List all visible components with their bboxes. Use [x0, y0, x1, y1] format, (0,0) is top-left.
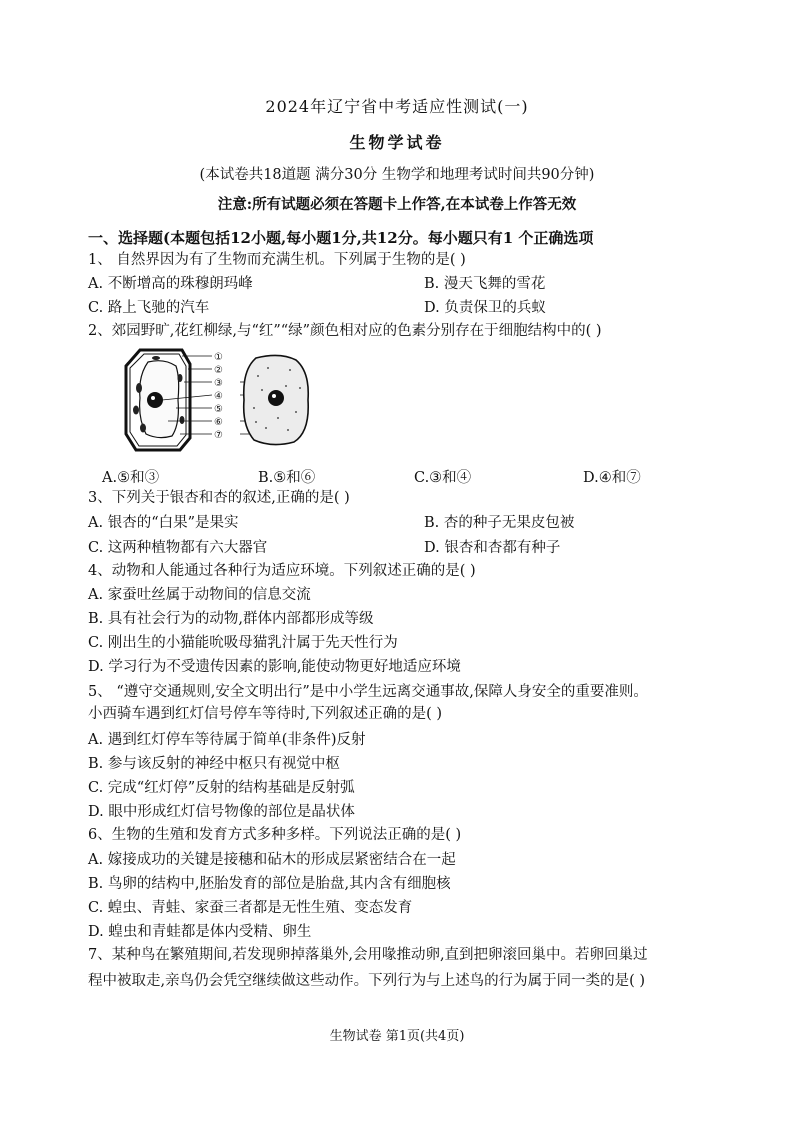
- q3-option-b: B. 杏的种子无果皮包被: [424, 515, 575, 531]
- q1-option-d: D. 负责保卫的兵蚁: [424, 300, 546, 316]
- plant-cell-diagram: [126, 350, 190, 450]
- q2-option-a: A.⑤和③: [102, 470, 160, 486]
- label-6: ⑥: [214, 417, 223, 428]
- q3-stem: 3、下列关于银杏和杏的叙述,正确的是( ): [88, 490, 350, 506]
- figure-labels: [214, 352, 223, 441]
- q3-option-c: C. 这两种植物都有六大器官: [88, 540, 268, 556]
- q1-option-c: C. 路上飞驰的汽车: [88, 300, 210, 316]
- exam-subtitle: 生物学试卷: [349, 133, 445, 152]
- q7-stem-line2: 程中被取走,亲鸟仍会凭空继续做这些动作。下列行为与上述鸟的行为属于同一类的是( ): [88, 973, 646, 989]
- label-2: ②: [214, 365, 223, 376]
- q5-option-b: B. 参与该反射的神经中枢只有视觉中枢: [88, 756, 340, 772]
- exam-info: (本试卷共18道题 满分30分 生物学和地理考试时间共90分钟): [199, 167, 595, 183]
- q4-option-b: B. 具有社会行为的动物,群体内部都形成等级: [88, 611, 374, 627]
- q5-option-d: D. 眼中形成红灯信号物像的部位是晶状体: [88, 804, 355, 820]
- label-1: ①: [214, 352, 223, 363]
- q6-option-d: D. 蝗虫和青蛙都是体内受精、卵生: [88, 924, 312, 940]
- q4-option-a: A. 家蚕吐丝属于动物间的信息交流: [88, 587, 311, 603]
- q6-option-b: B. 鸟卵的结构中,胚胎发育的部位是胎盘,其内含有细胞核: [88, 876, 451, 892]
- q6-option-a: A. 嫁接成功的关键是接穗和砧木的形成层紧密结合在一起: [88, 852, 456, 868]
- q5-option-a: A. 遇到红灯停车等待属于简单(非条件)反射: [88, 732, 366, 748]
- q5-stem-line2: 小西骑车遇到红灯信号停车等待时,下列叙述正确的是( ): [88, 706, 443, 722]
- q4-stem: 4、动物和人能通过各种行为适应环境。下列叙述正确的是( ): [88, 563, 476, 579]
- q5-option-c: C. 完成“红灯停”反射的结构基础是反射弧: [88, 780, 355, 796]
- label-4: ④: [214, 391, 223, 402]
- q2-stem: 2、郊园野旷,花红柳绿,与“红”“绿”颜色相对应的色素分别存在于细胞结构中的( ): [88, 323, 602, 339]
- label-3: ③: [214, 378, 223, 389]
- q1-option-b: B. 漫天飞舞的雪花: [424, 276, 546, 292]
- q2-option-c: C.③和④: [414, 470, 472, 486]
- animal-cell-diagram: [244, 355, 309, 444]
- cell-structure-figure: [118, 348, 314, 452]
- q2-option-d: D.④和⑦: [583, 470, 641, 486]
- page-footer: 生物试卷 第1页(共4页): [329, 1029, 465, 1044]
- q7-stem-line1: 7、某种鸟在繁殖期间,若发现卵掉落巢外,会用喙推动卵,直到把卵滚回巢中。若卵回巢过: [88, 947, 648, 963]
- exam-title: 2024年辽宁省中考适应性测试(一): [265, 97, 529, 116]
- label-7: ⑦: [214, 430, 223, 441]
- q3-option-d: D. 银杏和杏都有种子: [424, 540, 561, 556]
- q1-stem: 1、 自然界因为有了生物而充满生机。下列属于生物的是( ): [88, 252, 466, 268]
- label-5: ⑤: [214, 404, 223, 415]
- q6-option-c: C. 蝗虫、青蛙、家蚕三者都是无性生殖、变态发育: [88, 900, 413, 916]
- section-heading: 一、选择题(本题包括12小题,每小题1分,共12分。每小题只有1 个正确选项: [88, 229, 594, 247]
- q1-option-a: A. 不断增高的珠穆朗玛峰: [88, 276, 253, 292]
- q6-stem: 6、生物的生殖和发育方式多种多样。下列说法正确的是( ): [88, 827, 462, 843]
- q4-option-c: C. 刚出生的小猫能吮吸母猫乳汁属于先天性行为: [88, 635, 398, 651]
- q2-option-b: B.⑤和⑥: [258, 470, 316, 486]
- q3-option-a: A. 银杏的“白果”是果实: [88, 515, 239, 531]
- exam-notice: 注意:所有试题必须在答题卡上作答,在本试卷上作答无效: [217, 196, 577, 213]
- q4-option-d: D. 学习行为不受遗传因素的影响,能使动物更好地适应环境: [88, 659, 461, 675]
- q5-stem-line1: 5、 “遵守交通规则,安全文明出行”是中小学生远离交通事故,保障人身安全的重要准则。: [88, 684, 648, 700]
